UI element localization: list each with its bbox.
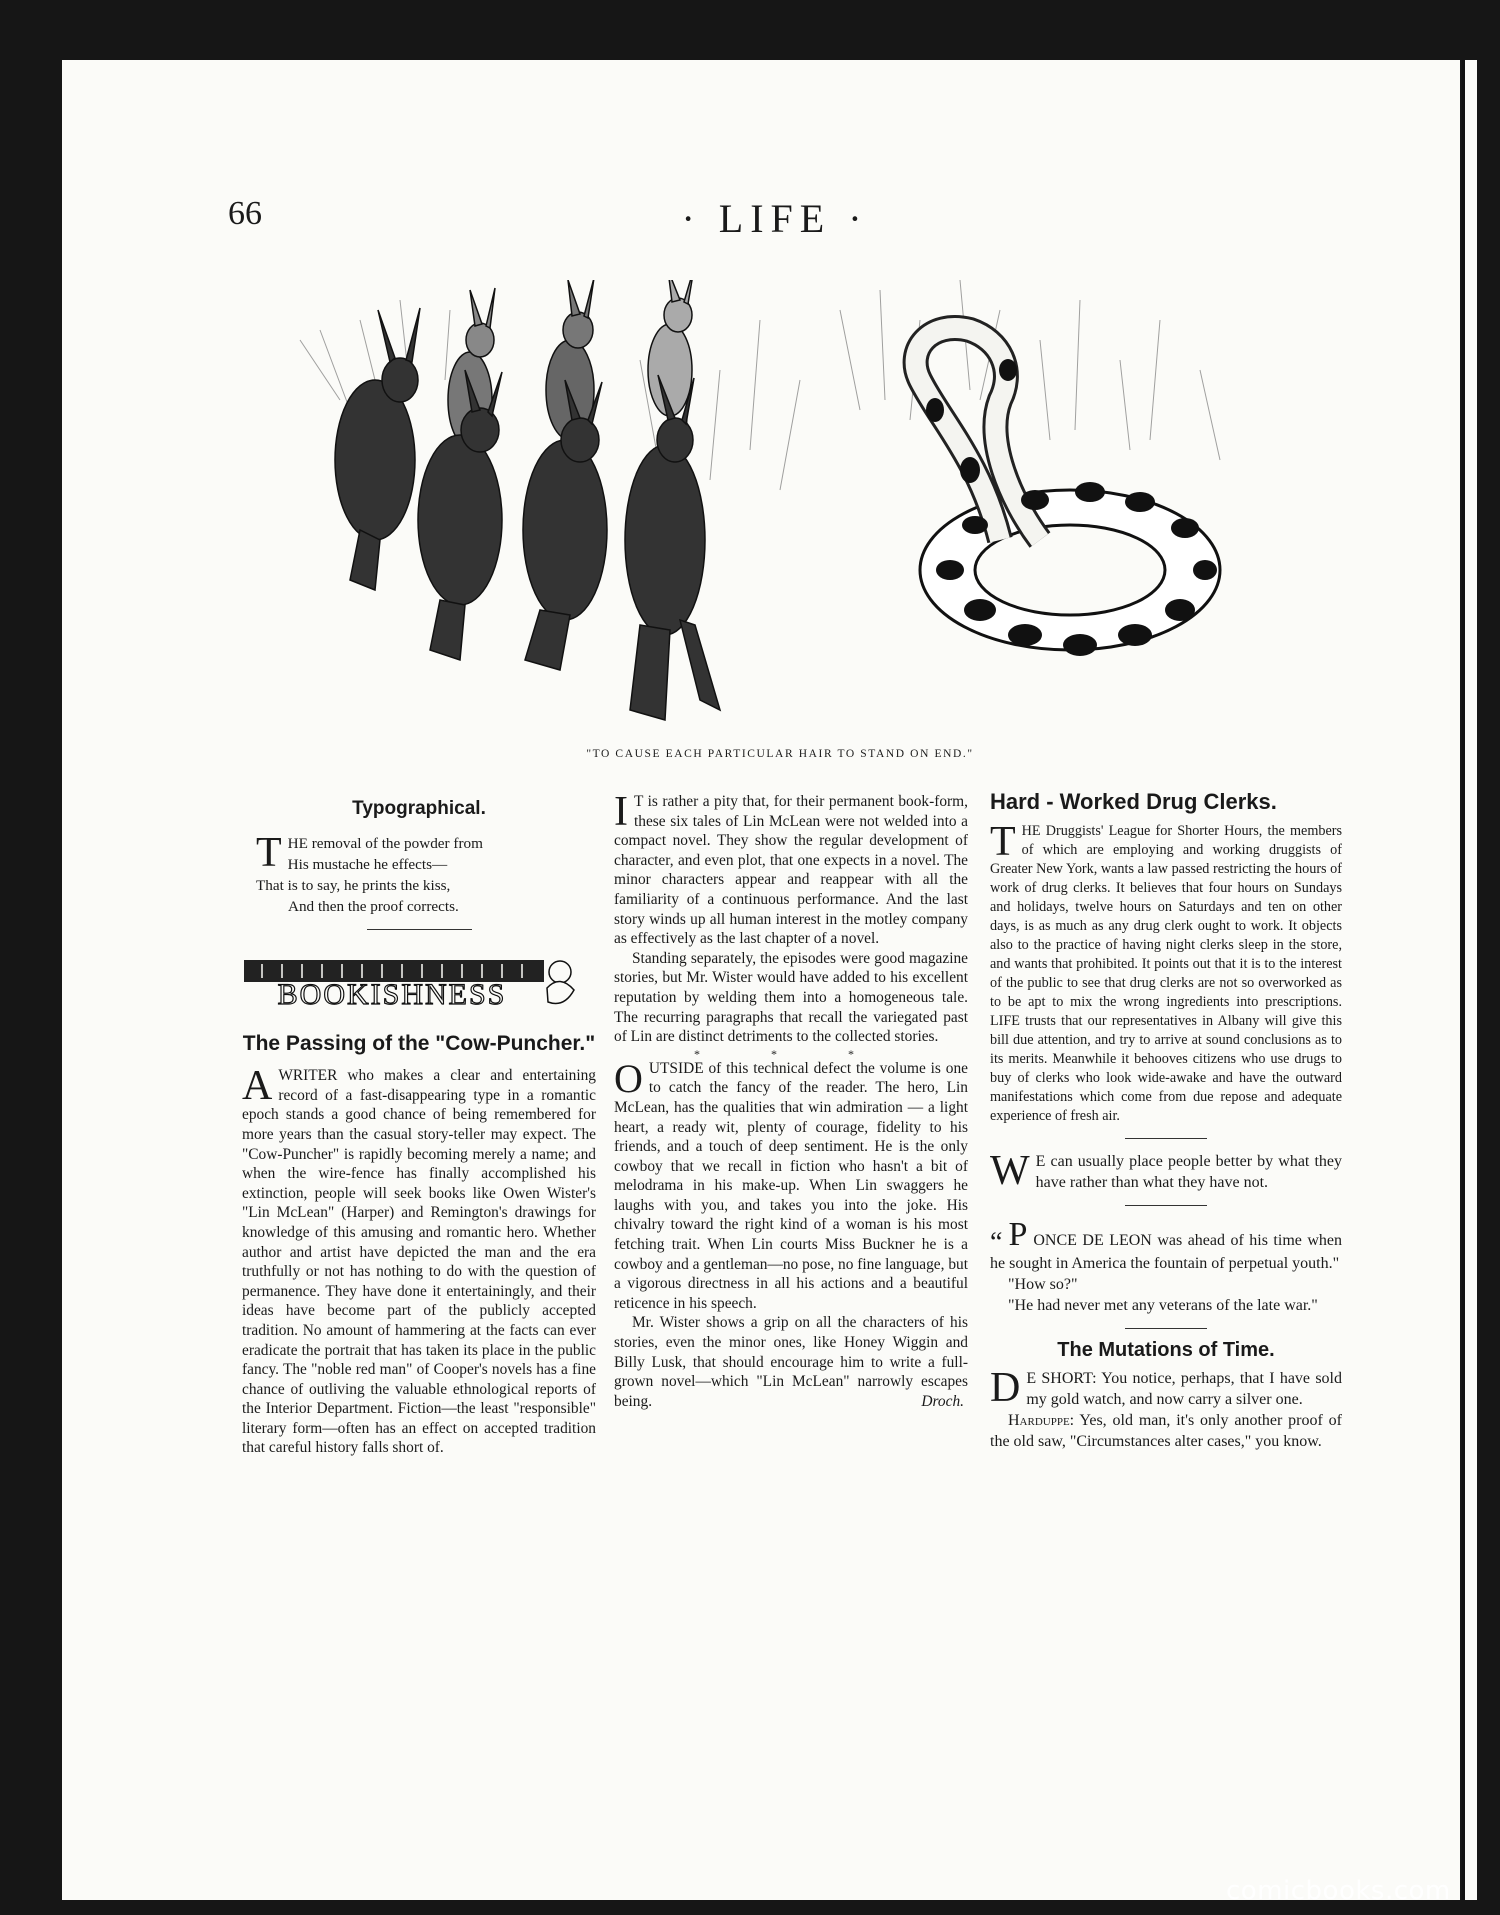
mutations-dialogue	[990, 1365, 1342, 1412]
ponce-line: "How so?"	[1008, 1275, 1078, 1293]
mutations-reply	[990, 1410, 1342, 1452]
rabbit-7	[625, 375, 720, 720]
poem-line: That is to say, he prints the kiss,	[256, 876, 451, 894]
typographical-poem	[242, 829, 596, 917]
section-divider	[1125, 1138, 1207, 1139]
site-watermark: comicbooks.com	[1226, 1876, 1451, 1906]
cow-puncher-article	[242, 1063, 596, 1458]
page-number: 66	[228, 195, 262, 232]
paragraph-text: Yes, old man, it's only another proof of the old saw, "Circumstances alter cases," you know.	[990, 1412, 1343, 1451]
column-2	[614, 789, 968, 1411]
section-divider	[1125, 1205, 1207, 1206]
review-paragraph	[614, 1055, 968, 1314]
rabbit-1	[335, 308, 420, 590]
article-text: WRITER who makes a clear and entertaining record of a fast-disappearing type in a romantic epoch stands a good chance of being remembered for more years than the casual story-teller may expect. The "Cow-Puncher" is rapidly becoming merely a name; and when the wire-fence has finally accomplished his extinction, people will seek books like Owen Wister's "Lin McLean" (Harper) and Remington's drawings for knowledge of this amusing and romantic hero. Whether author and artist have depicted the man and the era truthfully or not has nothing to do with the question of permanence. They have done it entertainingly, and their ideas have become part of the publicly accepted tradition. No amount of hammering at the facts can ever eradicate the portrait that has taken its place in the public fancy. The "noble red man" of Cooper's novels has a fine chance of outliving the valuable ethnological reports of the Interior Department. Fiction—the least "responsible" literary form—often has an effect on accepted tradition that careful history falls short of.	[242, 1067, 596, 1457]
paragraph-text: E can usually place people better by what they have rather than what they have not.	[1035, 1152, 1342, 1191]
open-quote: “	[990, 1226, 1003, 1258]
poem-line: And then the proof corrects.	[288, 897, 459, 915]
paragraph-text: E SHORT: You notice, perhaps, that I have sold my gold watch, and now carry a silver one.	[1026, 1370, 1342, 1409]
drop-cap: D	[990, 1365, 1021, 1412]
snake	[916, 328, 1220, 656]
bookishness-banner	[242, 954, 582, 1012]
typographical-title: Typographical.	[352, 798, 486, 819]
poem-line: His mustache he effects—	[287, 855, 448, 873]
drop-cap: W	[990, 1147, 1030, 1194]
masthead-title: · LIFE ·	[681, 196, 869, 241]
mutations-title: The Mutations of Time.	[1057, 1338, 1275, 1361]
drug-clerks-title: Hard - Worked Drug Clerks.	[990, 789, 1277, 814]
ponce-joke	[990, 1215, 1342, 1274]
paragraph-text: T is rather a pity that, for their permanent book-form, these six tales of Lin McLean were not welded into a compact novel. They show the regular development of character, and even plot, that one expects in a novel. The minor characters appear and reappear with all the familiarity of a continuous performance. And the last story winds up all human interest in the motley company as effectively as the last chapter of a novel.	[614, 793, 968, 948]
banner-text: BOOKISHNESS	[277, 977, 507, 1011]
review-paragraph	[614, 1313, 968, 1411]
poem-line: HE removal of the powder from	[287, 834, 483, 852]
speaker-name: Harduppe:	[1008, 1412, 1075, 1430]
column-3	[990, 789, 1343, 1452]
drop-cap: A	[242, 1063, 273, 1110]
column-1	[242, 795, 596, 1458]
section-divider	[1125, 1328, 1207, 1329]
drop-cap: O	[614, 1055, 643, 1101]
rabbits-and-snake-illustration	[280, 280, 1280, 740]
illustration-caption: "TO CAUSE EACH PARTICULAR HAIR TO STAND ON END."	[586, 748, 974, 760]
drop-cap: P	[1008, 1215, 1028, 1253]
drop-cap: T	[256, 829, 282, 876]
review-paragraph: Standing separately, the episodes were good magazine stories, but Mr. Wister would have added to his excellent reputation by welding them into a homogeneous tale. The recurring paragraphs that recall the variegated past of Lin are distinct detriments to the collected stories.	[614, 949, 968, 1046]
drop-cap: T	[990, 818, 1016, 865]
paragraph-text: ONCE DE LEON was ahead of his time when he sought in America the fountain of perpetual youth."	[990, 1231, 1342, 1272]
drop-cap: I	[614, 789, 628, 835]
paragraph-text: Mr. Wister shows a grip on all the characters of his stories, even the minor ones, like Honey Wiggin and Billy Lusk, that should encourage him to write a full-grown novel—which "Lin McLean" narrowly escapes being.	[614, 1314, 968, 1410]
article-text: HE Druggists' League for Shorter Hours, the members of which are employing and working druggists of Greater New York, wants a law passed restricting the hours of work of drug clerks. It believes that four hours on Sundays and holidays, twelve hours on Saturdays and ten on other days, is as much as any drug clerk ought to work. It objects also to the practice of having night clerks sleep in the store, and wants that prohibited. It points out that it is to the interest of the public to see that drug clerks are not so overworked as to be apt to mix the wrong ingredients into prescriptions. LIFE trusts that our representatives in Albany will give this bill due attention, and try to arrive at sound conclusions as to its merits. Meanwhile it behooves citizens who use drugs to buy of clerks who look wide-awake and have the outward manifestations which come from due repose and adequate experience of fresh air.	[990, 822, 1342, 1124]
rabbit-4	[546, 280, 594, 440]
rabbit-6	[648, 280, 694, 416]
aphorism	[990, 1147, 1342, 1194]
adjacent-page-edge	[1462, 60, 1477, 1900]
passing-title: The Passing of the "Cow-Puncher."	[242, 1032, 596, 1056]
author-signature: Droch.	[921, 1392, 964, 1410]
section-stars: * * *	[694, 1046, 888, 1061]
ponce-line: "He had never met any veterans of the late war."	[1008, 1296, 1318, 1314]
drug-clerks-article	[990, 818, 1342, 1126]
paragraph-text: UTSIDE of this technical defect the volume is one to catch the fancy of the reader. The hero, Lin McLean, has the qualities that win admiration — a light heart, a ready wit, plenty of courage, fidelity to his friends, and a touch of deep sentiment. He is the only cowboy that we recall in fiction who hasn't a bit of melodrama in his make-up. When Lin swaggers he laughs with you, and takes you into the joke. His chivalry toward the right kind of a woman is his most fetching trait. When Lin courts Miss Buckner he is a cowboy and a gentleman—no pose, no fine language, but a vigorous directness in all his actions and a beautiful reticence in his speech.	[614, 1059, 968, 1312]
review-paragraph	[614, 789, 968, 949]
section-divider	[367, 929, 472, 930]
